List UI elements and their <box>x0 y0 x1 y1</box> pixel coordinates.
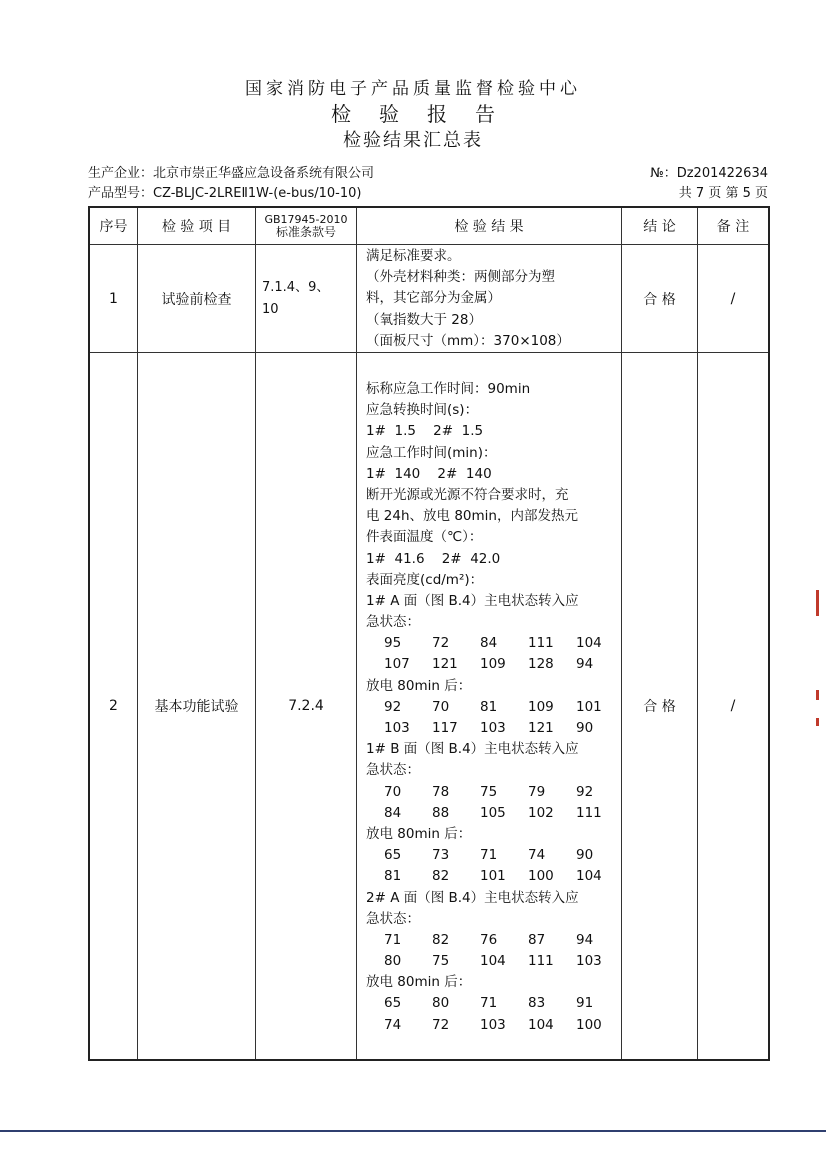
value-cell: 111 <box>528 953 554 970</box>
header-standard-code: GB17945-2010 <box>264 213 348 226</box>
result-line: 放电 80min 后： <box>366 825 472 842</box>
page-count: 共 7 页 第 5 页 <box>678 186 768 201</box>
row1-remark: / <box>730 290 736 307</box>
value-cell: 78 <box>432 783 450 800</box>
row1-item: 试验前检查 <box>161 291 232 308</box>
value-row <box>366 803 624 824</box>
value-cell: 80 <box>432 995 450 1012</box>
value-row <box>366 654 624 675</box>
row1-result-line: （氧指数大于 28） <box>366 311 482 328</box>
page-bottom-rule <box>0 1130 826 1132</box>
value-cell: 105 <box>480 804 506 821</box>
report-number: №：Dz201422634 <box>650 166 768 181</box>
value-row <box>366 718 624 739</box>
value-cell: 101 <box>480 868 506 885</box>
value-cell: 128 <box>528 656 554 673</box>
value-cell: 94 <box>576 656 594 673</box>
model-line: 产品型号：CZ-BLJC-2LREⅡ1W-(e-bus/10-10) <box>88 186 362 201</box>
result-line: 1# A 面（图 B.4）主电状态转入应 <box>366 592 579 609</box>
header-standard-label: 标准条款号 <box>275 225 336 239</box>
row2-clause: 7.2.4 <box>288 698 324 714</box>
b1-main-values <box>366 782 624 824</box>
row1-result-line: 料，其它部分为金属） <box>366 290 501 307</box>
value-cell: 104 <box>576 635 602 652</box>
value-row <box>366 930 624 951</box>
value-cell: 104 <box>480 953 506 970</box>
value-cell: 84 <box>384 804 402 821</box>
value-cell: 100 <box>528 868 554 885</box>
value-cell: 104 <box>528 1016 554 1033</box>
value-row <box>366 993 624 1014</box>
org-title: 国家消防电子产品质量监督检验中心 <box>245 79 581 99</box>
value-cell: 73 <box>432 847 450 864</box>
value-cell: 103 <box>576 953 602 970</box>
value-cell: 88 <box>432 804 450 821</box>
value-cell: 71 <box>480 995 498 1012</box>
row2-item: 基本功能试验 <box>154 699 239 715</box>
value-row <box>366 1015 624 1036</box>
value-cell: 121 <box>528 720 554 736</box>
value-cell: 76 <box>480 931 498 948</box>
value-cell: 79 <box>528 783 546 800</box>
value-cell: 75 <box>432 953 450 970</box>
value-row <box>366 782 624 803</box>
value-row <box>366 951 624 972</box>
value-cell: 103 <box>480 1016 506 1033</box>
result-line: 1# B 面（图 B.4）主电状态转入应 <box>366 741 579 758</box>
header-item: 检 验 项 目 <box>161 219 232 235</box>
result-line: 放电 80min 后： <box>366 974 472 991</box>
value-cell: 70 <box>432 698 450 715</box>
result-line: 放电 80min 后： <box>366 677 472 694</box>
value-cell: 100 <box>576 1016 602 1033</box>
header-standard <box>256 208 356 244</box>
header-no: 序号 <box>99 219 128 235</box>
binding-mark <box>816 590 819 616</box>
value-row <box>366 866 624 887</box>
report-title: 检验报告 <box>331 102 523 126</box>
value-cell: 91 <box>576 995 594 1012</box>
value-cell: 70 <box>384 783 402 800</box>
row1-clause <box>256 245 356 352</box>
row1-result-line: 满足标准要求。 <box>366 248 461 264</box>
result-line: 断开光源或光源不符合要求时，充 <box>366 486 569 503</box>
col-divider <box>356 208 357 1059</box>
result-line: 2# A 面（图 B.4）主电状态转入应 <box>366 889 579 906</box>
value-cell: 109 <box>480 656 506 673</box>
value-cell: 104 <box>576 868 602 885</box>
result-line: 件表面温度（℃）： <box>366 529 483 546</box>
result-line: 急状态： <box>366 910 420 927</box>
row2-remark: / <box>730 698 736 714</box>
row1-no: 1 <box>109 290 118 307</box>
value-cell: 95 <box>384 635 402 652</box>
value-cell: 65 <box>384 847 402 864</box>
value-row <box>366 633 624 654</box>
value-cell: 82 <box>432 931 450 948</box>
value-cell: 71 <box>384 931 402 948</box>
value-cell: 65 <box>384 995 402 1012</box>
value-cell: 87 <box>528 931 546 948</box>
row1-result <box>366 246 570 352</box>
producer-line: 生产企业：北京市崇正华盛应急设备系统有限公司 <box>88 166 375 181</box>
summary-title: 检验结果汇总表 <box>343 130 483 151</box>
value-cell: 74 <box>528 847 546 864</box>
value-row <box>366 845 624 866</box>
value-cell: 80 <box>384 953 402 970</box>
value-cell: 111 <box>576 804 602 821</box>
row2-result <box>366 379 624 1036</box>
binding-mark <box>816 718 819 726</box>
value-row <box>366 697 624 718</box>
value-cell: 83 <box>528 995 546 1012</box>
value-cell: 75 <box>480 783 498 800</box>
value-cell: 102 <box>528 804 554 821</box>
result-line: 急状态： <box>366 614 420 631</box>
header-result: 检 验 结 果 <box>454 219 524 235</box>
row1-result-line: （外壳材料种类：两侧部分为塑 <box>366 269 555 286</box>
row1-clause-line2: 10 <box>262 301 279 317</box>
value-cell: 71 <box>480 847 498 864</box>
row1-result-line: （面板尺寸（mm）：370×108） <box>366 332 570 349</box>
value-cell: 82 <box>432 868 450 885</box>
row2-no: 2 <box>109 698 118 714</box>
result-line: 应急工作时间(min)： <box>366 444 497 461</box>
b1-discharge-values <box>366 845 624 887</box>
value-cell: 74 <box>384 1016 402 1033</box>
value-cell: 81 <box>480 698 498 715</box>
row2-conclusion: 合 格 <box>643 699 676 715</box>
a2-discharge-values <box>366 993 624 1035</box>
row1-conclusion: 合 格 <box>643 291 676 308</box>
result-line: 1# 41.6 2# 42.0 <box>366 550 501 567</box>
result-line: 急状态： <box>366 762 420 779</box>
value-cell: 92 <box>576 783 594 800</box>
value-cell: 94 <box>576 931 594 948</box>
header-remark: 备 注 <box>716 219 750 235</box>
header-conclusion: 结 论 <box>643 219 676 235</box>
a1-discharge-values <box>366 697 624 739</box>
value-cell: 103 <box>480 720 506 736</box>
results-table <box>88 206 770 1061</box>
row1-clause-line1: 7.1.4、9、 <box>262 279 330 295</box>
value-cell: 121 <box>432 656 458 673</box>
result-line: 应急转换时间(s)： <box>366 402 479 419</box>
value-cell: 72 <box>432 635 450 652</box>
value-cell: 111 <box>528 635 554 652</box>
result-line: 电 24h、放电 80min，内部发热元 <box>366 508 578 525</box>
a1-main-values <box>366 633 624 675</box>
value-cell: 92 <box>384 698 402 715</box>
binding-mark <box>816 690 819 700</box>
value-cell: 90 <box>576 847 594 864</box>
value-cell: 101 <box>576 698 602 715</box>
value-cell: 90 <box>576 720 594 736</box>
value-cell: 117 <box>432 720 458 736</box>
value-cell: 109 <box>528 698 554 715</box>
value-cell: 107 <box>384 656 410 673</box>
a2-main-values <box>366 930 624 972</box>
result-line: 1# 140 2# 140 <box>366 465 492 482</box>
result-line: 标称应急工作时间：90min <box>366 381 531 397</box>
value-cell: 103 <box>384 720 410 736</box>
value-cell: 72 <box>432 1016 450 1033</box>
value-cell: 84 <box>480 635 498 652</box>
result-line: 1# 1.5 2# 1.5 <box>366 423 484 440</box>
value-cell: 81 <box>384 868 402 885</box>
result-line: 表面亮度(cd/m²)： <box>366 571 484 588</box>
